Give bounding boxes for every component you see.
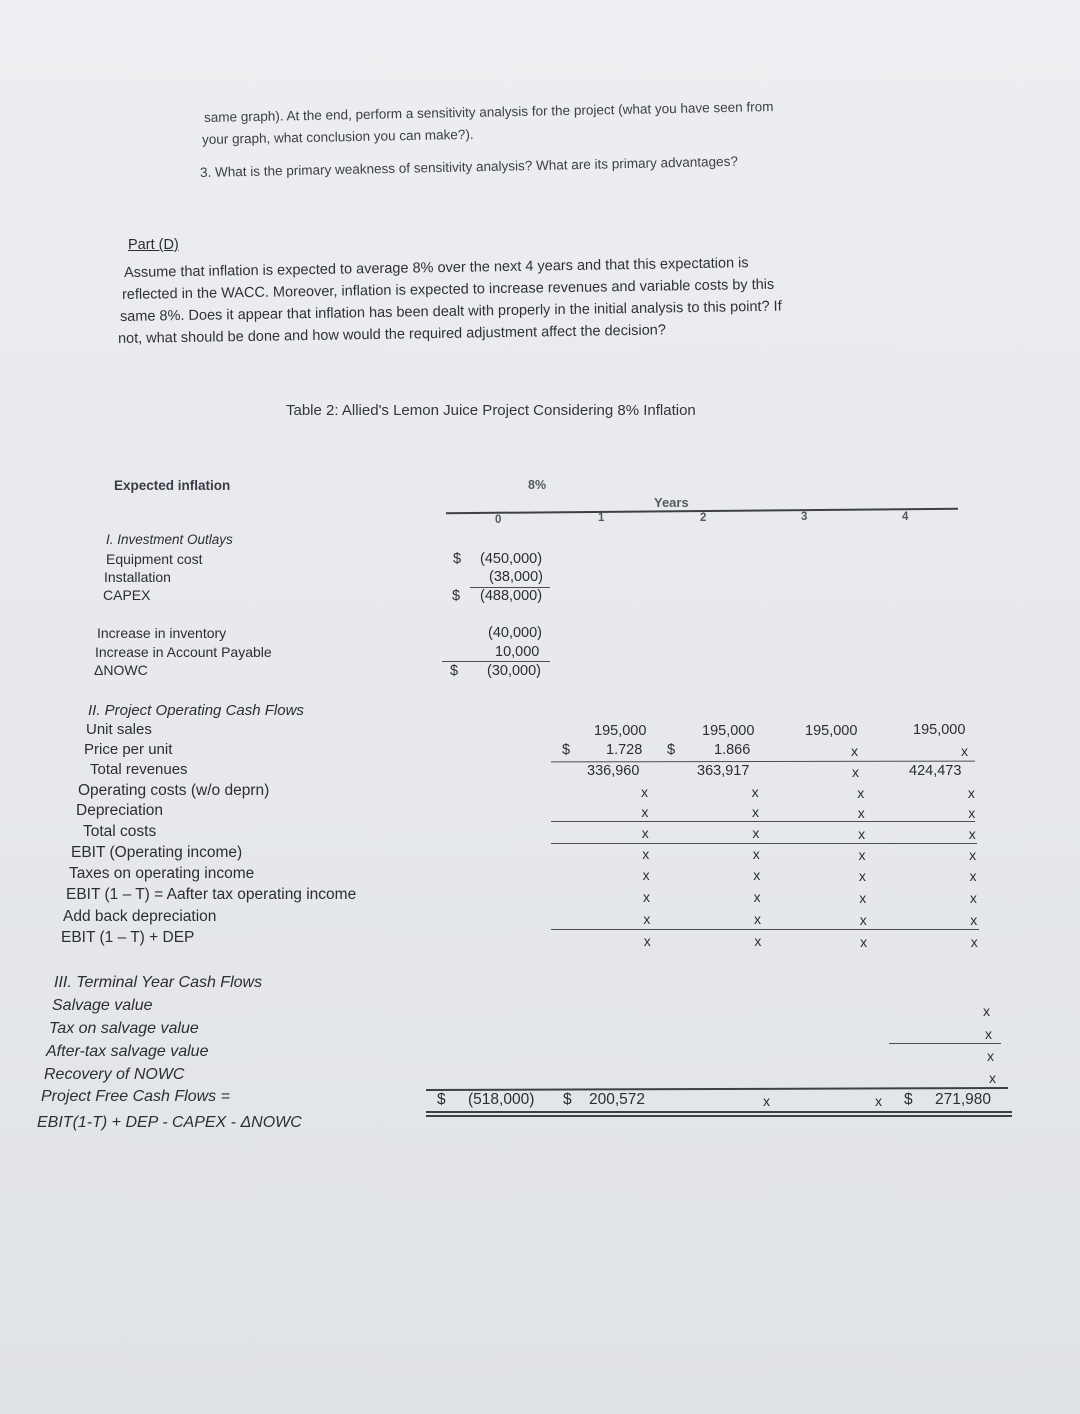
installation-value: (38,000) (489, 569, 544, 585)
price-y1: 1.728 (606, 742, 643, 758)
dollar-sign: $ (563, 1091, 572, 1108)
unit-sales-y3: 195,000 (805, 723, 858, 739)
placeholder-cell: x (753, 867, 761, 884)
year-header: 0 (495, 514, 502, 526)
tax-salvage-y4: x (985, 1026, 992, 1042)
placeholder-cell: x (968, 804, 976, 821)
revenue-y4: 424,473 (909, 763, 962, 779)
price-y4: x (961, 743, 968, 759)
salvage-y4: x (983, 1003, 990, 1019)
intro-line-1: same graph). At the end, perform a sensitivity analysis for the project (what you have seen from (203, 99, 774, 125)
revenue-y1: 336,960 (587, 763, 640, 779)
row-label: Recovery of NOWC (44, 1066, 185, 1083)
placeholder-cell: x (752, 846, 760, 863)
ebit-dep-rule (551, 929, 979, 930)
placeholder-cell: x (858, 846, 866, 863)
placeholder-cell: x (967, 784, 975, 801)
placeholder-cell: x (642, 846, 650, 862)
intro-line-3: 3. What is the primary weakness of sensitivity analysis? What are its primary advantages? (199, 153, 739, 180)
section-terminal-title: III. Terminal Year Cash Flows (54, 974, 263, 991)
row-label: Price per unit (84, 741, 173, 758)
year-header: 3 (801, 511, 808, 523)
row-label: CAPEX (103, 587, 151, 603)
placeholder-cell: x (641, 804, 649, 820)
row-label: Total revenues (90, 761, 188, 778)
placeholder-cell: x (859, 911, 867, 928)
section-operating-title: II. Project Operating Cash Flows (88, 702, 304, 719)
placeholder-cell: x (970, 911, 978, 928)
fcf-y2: x (763, 1093, 770, 1109)
equipment-cost-value: (450,000) (480, 551, 543, 567)
total-costs-rule (551, 821, 975, 822)
price-y3: x (851, 743, 858, 759)
dollar-sign: $ (904, 1091, 913, 1108)
delta-nowc-value: (30,000) (487, 663, 542, 679)
row-label: Add back depreciation (63, 908, 217, 925)
part-d-paragraph-line: Assume that inflation is expected to average 8% over the next 4 years and that this expectation is (123, 255, 749, 281)
row-label: Tax on salvage value (49, 1020, 199, 1037)
row-label: EBIT (Operating income) (71, 844, 243, 861)
placeholder-cell: x (754, 911, 761, 928)
placeholder-cell: x (641, 784, 648, 800)
price-y2: 1.866 (714, 742, 751, 758)
row-label: Salvage value (52, 997, 153, 1014)
fcf-y4: 271,980 (935, 1091, 992, 1108)
row-label: Total costs (83, 823, 157, 840)
part-d-paragraph-line: same 8%. Does it appear that inflation has been dealt with properly in the initial analysis to this point? If (119, 298, 782, 325)
row-label: After-tax salvage value (46, 1043, 209, 1060)
table-title: Table 2: Allied's Lemon Juice Project Considering 8% Inflation (286, 402, 696, 419)
placeholder-cell: x (969, 846, 977, 863)
after-tax-salvage-y4: x (987, 1048, 994, 1064)
placeholder-cell: x (969, 867, 977, 884)
placeholder-cell: x (754, 933, 762, 950)
row-label: EBIT (1 – T) + DEP (61, 929, 195, 946)
fcf-y1: 200,572 (589, 1091, 646, 1108)
placeholder-cell: x (860, 933, 868, 950)
revenue-y3: x (852, 764, 859, 780)
placeholder-cell: x (752, 804, 759, 821)
row-label: Installation (104, 569, 171, 585)
section-investment-title: I. Investment Outlays (106, 532, 233, 547)
inventory-value: (40,000) (488, 625, 543, 641)
capex-value: (488,000) (480, 588, 543, 604)
dollar-sign: $ (453, 551, 462, 567)
part-d-heading: Part (D) (128, 237, 179, 253)
row-label: Unit sales (86, 721, 152, 738)
row-label: Project Free Cash Flows = (41, 1088, 230, 1105)
unit-sales-y1: 195,000 (594, 723, 647, 739)
year-header: 1 (598, 512, 605, 524)
dollar-sign: $ (667, 742, 676, 758)
year-header: 4 (902, 511, 909, 523)
year-header: 2 (700, 512, 707, 524)
expected-inflation-label: Expected inflation (114, 478, 231, 493)
placeholder-cell: x (753, 889, 761, 906)
placeholder-cell: x (643, 889, 650, 905)
row-label: Equipment cost (106, 551, 203, 567)
placeholder-cell: x (858, 825, 866, 842)
placeholder-cell: x (752, 825, 760, 842)
placeholder-cell: x (968, 825, 976, 842)
placeholder-cell: x (751, 784, 759, 801)
placeholder-cell: x (970, 933, 978, 950)
row-label: Operating costs (w/o deprn) (78, 782, 270, 799)
row-label: EBIT (1 – T) = Aafter tax operating income (66, 886, 357, 903)
placeholder-cell: x (857, 804, 865, 821)
placeholder-cell: x (859, 889, 867, 906)
fcf-double-rule-2 (426, 1115, 1012, 1117)
placeholder-cell: x (643, 933, 651, 949)
expected-inflation-value: 8% (528, 478, 547, 492)
revenue-y2: 363,917 (697, 763, 750, 779)
row-label: Depreciation (76, 802, 164, 819)
placeholder-cell: x (969, 889, 977, 906)
part-d-paragraph-line: not, what should be done and how would the required adjustment affect the decision? (117, 322, 666, 347)
placeholder-cell: x (642, 867, 650, 883)
part-d-paragraph-line: reflected in the WACC. Moreover, inflation is expected to increase revenues and variable costs by this (121, 276, 775, 303)
subtotal-rule (442, 661, 550, 662)
row-label: ΔNOWC (94, 662, 148, 678)
row-label: Increase in inventory (97, 625, 227, 641)
intro-line-2: your graph, what conclusion you can make?). (201, 126, 474, 147)
dollar-sign: $ (437, 1091, 446, 1108)
dollar-sign: $ (562, 742, 571, 758)
fcf-y0: (518,000) (468, 1091, 535, 1108)
placeholder-cell: x (858, 867, 866, 884)
placeholder-cell: x (641, 825, 649, 841)
salvage-rule (889, 1043, 1001, 1044)
recovery-nowc-y4: x (989, 1070, 996, 1086)
row-label: EBIT(1-T) + DEP - CAPEX - ΔNOWC (37, 1114, 302, 1131)
payable-value: 10,000 (495, 644, 540, 660)
years-label: Years (654, 495, 689, 510)
row-label: Taxes on operating income (69, 865, 255, 882)
ebit-rule (551, 843, 977, 844)
fcf-y3: x (875, 1093, 882, 1109)
dollar-sign: $ (450, 663, 459, 679)
placeholder-cell: x (857, 784, 865, 801)
unit-sales-y2: 195,000 (702, 723, 755, 739)
dollar-sign: $ (452, 588, 461, 604)
placeholder-cell: x (643, 911, 651, 927)
unit-sales-y4: 195,000 (913, 722, 966, 738)
row-label: Increase in Account Payable (95, 644, 272, 660)
fcf-double-rule-1 (426, 1111, 1012, 1113)
